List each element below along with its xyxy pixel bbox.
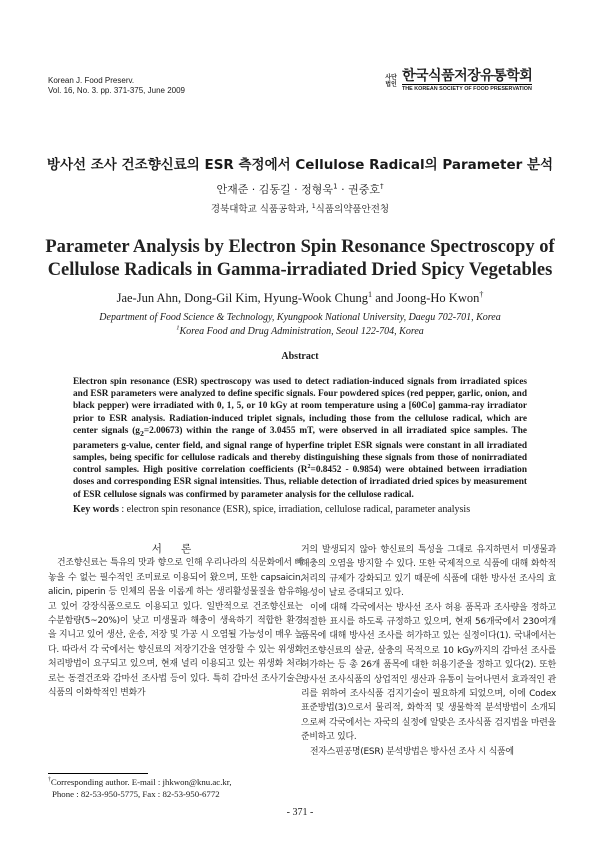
- society-name-korean: 한국식품저장유통학회: [402, 68, 533, 84]
- english-author-last: and Joong-Ho Kwon: [372, 291, 480, 305]
- seal-bottom-text: 법인: [385, 80, 397, 88]
- body-column-right: [301, 543, 556, 759]
- keywords-separator: :: [118, 504, 127, 515]
- english-affil-secondary-line: [0, 325, 600, 339]
- society-seal: [383, 71, 399, 90]
- korean-title: 방사선 조사 건조향신료의 ESR 측정에서 Cellulose Radical의 Parameter 분석: [46, 157, 554, 173]
- intro-paragraph-continued: 거의 발생되지 않아 향신료의 특성을 그대로 유지하면서 미생물과 해충의 오염을 방지할 수 있다. 또한 국제적으로 식품에 대해 화학적 처리의 규제가 강화되고 있기 때문에 식품에 대한 방사선 조사의 효용성이 날로 증대되고 있다.: [301, 545, 556, 599]
- society-logo: [383, 68, 532, 93]
- footnote-email: Corresponding author. E-mail : jhkwon@knu.ac.kr,: [50, 777, 232, 787]
- abstract-heading: Abstract: [281, 351, 319, 362]
- abstract-part-3: =0.8452 - 0.9854) were obtained between irradiation doses and corresponding ESR signal intensities. Thus, reliable detection of irradiated dried spices by measurement of ESR cellulose signals was confirmed by parameter analysis for the cellulose radical.: [73, 465, 527, 500]
- footnote-corresponding: [48, 776, 308, 800]
- english-title-line1: Parameter Analysis by Electron Spin Resonance Spectroscopy of: [45, 237, 555, 257]
- intro-paragraph-2: 이에 대해 각국에서는 방사선 조사 허용 품목과 조사량을 정하고 적절한 표시를 하도록 규정하고 있으며, 현재 56개국에서 230여개 품목에 대해 방사선 조사를 허가하고 있는 실정이다(1). 국내에서는 건조향신료의 살균, 살충의 목적으로 10 kGy까지의 감마선 조사를 허가하는 등 총 26개 품목에 대한 허용기준을 정하고 있다(2). 또한 방사선 조사식품의 상업적인 생산과 유통이 늘어나면서 효과적인 관리를 위하여 조사식품 검지기술이 필요하게 되었으며, 이에 Codex 표준방법(3)으로서 물리적, 화학적 및 생물학적 분석방법이 소개되으로써 각국에서는 자국의 실정에 알맞은 조사식품 검지법을 마련을 준비하고 있다.: [301, 602, 556, 743]
- english-affiliation: [0, 311, 600, 339]
- society-name-english: THE KOREAN SOCIETY OF FOOD PRESERVATION: [402, 86, 532, 92]
- intro-paragraph-3: 전자스핀공명(ESR) 분석방법은 방사선 조사 시 식품에: [310, 746, 514, 757]
- korean-author-affil-mark: 1: [333, 181, 338, 191]
- korean-affil-secondary: 식품의약품안전청: [315, 204, 390, 215]
- english-affil-primary: Department of Food Science & Technology, Kyungpook National University, Daegu 702-701, Korea: [99, 312, 501, 323]
- seal-top-text: 사단: [385, 73, 397, 81]
- abstract-part-1: Electron spin resonance (ESR) spectroscopy was used to detect radiation-induced signals from irradiated spices and ESR parameters were analyzed to define specific signals. Four powdered spices (red pepper, garlic, onion, and black pepper) were irradiated with 0, 1, 5, or 10 kGy at room temperature using a [60Co] gamma-ray irradiator prior to ESR analysis. Radiation-induced triplet signals, including those from the cellulose radical, which are center signals (g: [73, 377, 527, 436]
- page-number: - 371 -: [286, 807, 314, 818]
- korean-affiliation: [0, 201, 600, 215]
- journal-name: Korean J. Food Preserv.: [48, 76, 135, 85]
- abstract-text: [73, 376, 527, 501]
- intro-paragraph-1: 건조향신료는 특유의 맛과 향으로 인해 우리나라의 식문화에서 빼 놓을 수 없는 필수적인 조미료로 이용되어 왔으며, 또한 capsaicin, alicin, piperin 등 인체의 몸을 이롭게 하는 생리활성물질을 함유하고 있어 강장식품으로도 이용되고 있다. 일반적으로 건조향신료는 수분함량(5~20%)이 낮고 미생물과 해충이 생육하기 적합한 환경을 지니고 있어 생산, 운송, 저장 및 가공 시 오염될 가능성이 매우 높다. 따라서 각 국에서는 향신료의 저장기간을 연장할 수 있는 위생화 처리방법이 요구되고 있으며, 현재 널리 이용되고 있는 위생화 처리로는 동결건조와 감마선 조사법 등이 있다. 특히 감마선 조사기술은 식품의 이화학적인 변화가: [48, 558, 303, 699]
- english-author-names: Jae-Jun Ahn, Dong-Gil Kim, Hyung-Wook Chung: [116, 291, 368, 305]
- english-author-affil-mark: 1: [368, 289, 373, 299]
- keywords-label: Key words: [73, 504, 119, 515]
- english-affil-secondary: Korea Food and Drug Administration, Seoul 122-704, Korea: [179, 326, 424, 337]
- journal-volume: Vol. 16, No. 3. pp. 371-375, June 2009: [48, 86, 185, 95]
- footnote-rule: [48, 773, 148, 774]
- footnote-phone: Phone : 82-53-950-5775, Fax : 82-53-950-6772: [52, 789, 220, 799]
- english-title: [0, 236, 600, 282]
- korean-author-last: · 권중호: [337, 183, 380, 196]
- korean-authors: [0, 181, 600, 197]
- korean-corresponding-mark: †: [379, 181, 384, 191]
- journal-citation: [48, 76, 185, 96]
- korean-author-names: 안재준 · 김동길 · 정형욱: [216, 183, 334, 196]
- footnote-line-1: [48, 776, 308, 788]
- english-authors: [0, 291, 600, 306]
- english-corresponding-mark: †: [479, 289, 484, 299]
- abstract-part-2: =2.00673) within the range of 3.0455 mT, were observed in all irradiated spice samples. The parameters g-value, center field, and signal range of hyperfine triplet ESR signals were constant in all irradiated samples, being specific for cellulose radicals and thereby distinguishing these signals from those of nonirradiated control samples. High positive correlation coefficients (R: [73, 425, 527, 476]
- english-affil-mark: 1: [176, 324, 180, 332]
- body-column-left: [48, 542, 303, 700]
- korean-affil-primary: 경북대학교 식품공학과,: [210, 204, 312, 215]
- abstract-g-subscript: 2: [139, 428, 144, 438]
- section-title-introduction: 서 론: [151, 543, 200, 555]
- keywords-text: electron spin resonance (ESR), spice, irradiation, cellulose radical, parameter analysis: [126, 504, 471, 515]
- korean-affil-mark: 1: [311, 202, 316, 210]
- footnote-mark: †: [48, 777, 51, 784]
- abstract-r-superscript: 2: [307, 464, 311, 471]
- keywords: [73, 504, 543, 515]
- english-title-line2: Cellulose Radicals in Gamma-irradiated Dried Spicy Vegetables: [47, 260, 553, 280]
- society-name: [402, 68, 532, 93]
